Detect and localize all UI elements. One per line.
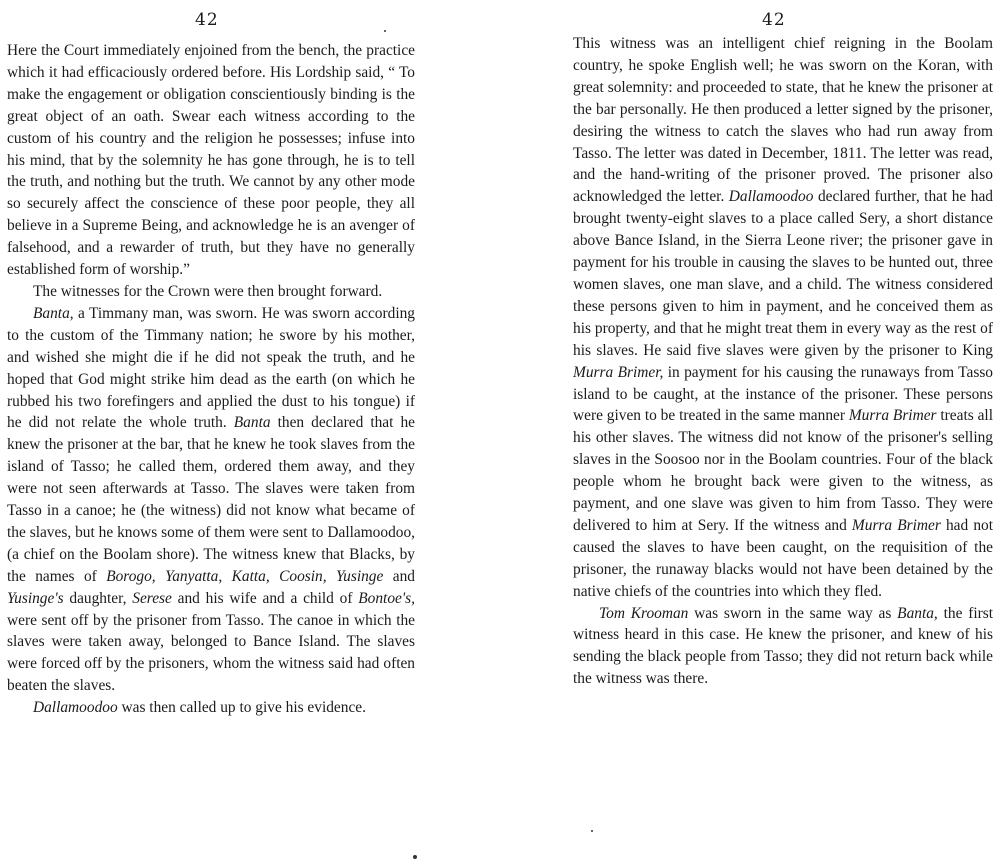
paragraph: Dallamoodoo was then called up to give his evidence.: [33, 699, 366, 717]
right-page: [500, 0, 1000, 864]
print-speck: [384, 30, 386, 32]
paragraph: The witnesses for the Crown were then brought forward.: [33, 282, 383, 300]
paragraph: Tom Krooman was sworn in the same way as Banta, the first witness heard in this case. He knew the prisoner, and knew of his sending the black people from Tasso; they did not return back while the witness was there.: [573, 604, 993, 688]
paragraph: This witness was an intelligent chief reigning in the Boolam country, he spoke English well; he was sworn on the Koran, with great solemnity: and proceeded to state, that he knew the prisoner at the bar personally. He then produced a letter signed by the prisoner, desiring the witness to catch the slaves who had run away from Tasso. The letter was dated in December, 1811. The letter was read, and the hand-writing of the prisoner proved. The prisoner also acknowledged the letter. Dallamoodoo declared further, that he had brought twenty-eight slaves to a place called Sery, a short distance above Bance Island, in the Sierra Leone river; the prisoner gave in payment for his trouble in causing the slaves to be hunted out, three women slaves, one man slave, and a child. The witness considered these persons given to him in payment, and he conceived them as his property, and that he might treat them in every way as the rest of his slaves. He said five slaves were given by the prisoner to King Murra Brimer, in payment for his causing the runaways from Tasso island to be caught, at the instance of the prisoner. These persons were given to be treated in the same manner Murra Brimer treats all his other slaves. The witness did not know of the prisoner's selling slaves in the Soosoo nor in the Boolam countries. Four of the black people whom he brought back were given to the witness, as payment, and one slave was given to him from Tasso. They were delivered to him at Sery. If the witness and Murra Brimer had not caused the slaves to have been caught, on the requisition of the prisoner, the runaway blacks would not have been detained by the native chiefs of the countries into which they fled.: [573, 35, 994, 600]
paragraph: Banta, a Timmany man, was sworn. He was sworn according to the custom of the Timmany nation; he swore by his mother, and wished she might die if he did not speak the truth, and he hoped that God might strike him dead as the earth (on which he rubbed his two forefingers and applied the dust to his tongue) if he did not relate the whole truth. Banta then declared that he knew the prisoner at the bar, that he knew he took slaves from the island of Tasso; he called them, ordered them away, and they were not seen afterwards at Tasso. The slaves were taken from Tasso in a canoe; he (the witness) did not know what became of the slaves, but he knows some of them were sent to Dallamoodoo, (a chief on the Boolam shore). The witness knew that Blacks, by the names of Borogo, Yanyatta, Katta, Coosin, Yusinge and Yusinge's daughter, Serese and his wife and a child of Bontoe's, were sent off by the prisoner from Tasso. The canoe in which the slaves were taken away, belonged to Bance Island. The slaves were forced off by the prisoners, whom the witness said had often beaten the slaves.: [7, 304, 415, 695]
left-page-text: [7, 40, 415, 719]
print-speck: [413, 855, 417, 859]
paragraph: Here the Court immediately enjoined from the bench, the practice which it had efficaciously ordered before. His Lordship said, “ To make the engagement or obligation conscientiously binding is the great object of an oath. Swear each witness according to the custom of his country and the religion he possesses; infuse into his mind, that by the solemnity he has gone through, he is to tell the truth, and nothing but the truth. We cannot by any other mode so securely affect the conscience of these poor people, they all believe in a Supreme Being, and acknowledge he is an avenger of falsehood, and a rewarder of truth, but they have no generally established form of worship.”: [7, 42, 415, 279]
right-page-text: [573, 33, 993, 690]
right-page-number: 42: [762, 10, 786, 30]
print-speck: [591, 830, 593, 832]
left-page-number: 42: [195, 10, 219, 30]
